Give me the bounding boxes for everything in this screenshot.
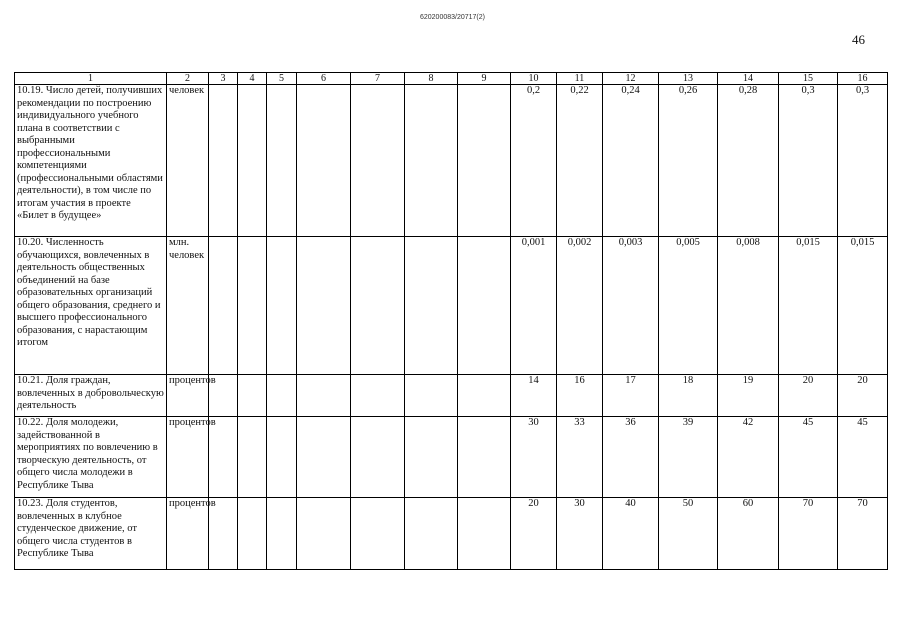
value-cell: 70 [779,498,838,570]
empty-cell [351,237,405,375]
value-cell: 20 [779,375,838,417]
indicator-name: 10.23. Доля студентов, вовлеченных в клубное студенческое движение, от общего числа студентов в Республике Тыва [15,498,167,570]
indicators-table [14,72,888,570]
value-cell: 70 [838,498,888,570]
unit-cell: процентов [167,417,209,498]
unit-cell: млн. человек [167,237,209,375]
empty-cell [238,498,267,570]
table-row [15,375,888,417]
col-header: 2 [167,73,209,85]
value-cell: 0,28 [718,85,779,237]
value-cell: 20 [838,375,888,417]
empty-cell [458,85,511,237]
empty-cell [209,85,238,237]
empty-cell [267,498,297,570]
value-cell: 42 [718,417,779,498]
indicator-name: 10.22. Доля молодежи, задействованной в мероприятиях по вовлечению в творческую деятельность, от общего числа молодежи в Республике Тыва [15,417,167,498]
document-id: 620200083/20717(2) [419,14,485,21]
value-cell: 45 [838,417,888,498]
col-header: 7 [351,73,405,85]
table-row [15,237,888,375]
value-cell: 0,22 [557,85,603,237]
table-row [15,85,888,237]
empty-cell [351,417,405,498]
value-cell: 0,2 [511,85,557,237]
indicator-name: 10.21. Доля граждан, вовлеченных в добровольческую деятельность [15,375,167,417]
empty-cell [405,237,458,375]
empty-cell [297,375,351,417]
empty-cell [297,237,351,375]
value-cell: 36 [603,417,659,498]
unit-cell: человек [167,85,209,237]
empty-cell [405,417,458,498]
value-cell: 17 [603,375,659,417]
empty-cell [458,417,511,498]
col-header: 16 [838,73,888,85]
value-cell: 16 [557,375,603,417]
value-cell: 30 [511,417,557,498]
col-header: 9 [458,73,511,85]
value-cell: 50 [659,498,718,570]
col-header: 11 [557,73,603,85]
value-cell: 0,005 [659,237,718,375]
table-row [15,417,888,498]
empty-cell [238,237,267,375]
value-cell: 39 [659,417,718,498]
unit-cell: процентов [167,375,209,417]
col-header: 1 [15,73,167,85]
value-cell: 0,008 [718,237,779,375]
value-cell: 0,26 [659,85,718,237]
empty-cell [238,417,267,498]
value-cell: 14 [511,375,557,417]
empty-cell [405,375,458,417]
empty-cell [238,85,267,237]
value-cell: 0,24 [603,85,659,237]
empty-cell [267,85,297,237]
value-cell: 0,003 [603,237,659,375]
col-header: 14 [718,73,779,85]
value-cell: 45 [779,417,838,498]
empty-cell [267,237,297,375]
empty-cell [351,375,405,417]
header-row [15,73,888,85]
value-cell: 0,002 [557,237,603,375]
empty-cell [297,417,351,498]
value-cell: 40 [603,498,659,570]
col-header: 5 [267,73,297,85]
empty-cell [458,498,511,570]
value-cell: 30 [557,498,603,570]
empty-cell [297,498,351,570]
empty-cell [267,417,297,498]
col-header: 13 [659,73,718,85]
col-header: 8 [405,73,458,85]
col-header: 4 [238,73,267,85]
table-row [15,498,888,570]
value-cell: 0,015 [779,237,838,375]
empty-cell [209,237,238,375]
page-number: 46 [852,32,865,47]
value-cell: 33 [557,417,603,498]
empty-cell [351,85,405,237]
value-cell: 0,3 [838,85,888,237]
empty-cell [297,85,351,237]
empty-cell [238,375,267,417]
unit-cell: процентов [167,498,209,570]
empty-cell [209,417,238,498]
empty-cell [458,375,511,417]
col-header: 12 [603,73,659,85]
value-cell: 0,3 [779,85,838,237]
value-cell: 20 [511,498,557,570]
col-header: 15 [779,73,838,85]
indicator-name: 10.19. Число детей, получивших рекомендации по построению индивидуального учебного плана в соответствии с выбранными профессиональными компетенциями (профессиональными областями деятельности), в том числе по итогам участия в проекте «Билет в будущее» [15,85,167,237]
value-cell: 18 [659,375,718,417]
empty-cell [267,375,297,417]
value-cell: 0,015 [838,237,888,375]
empty-cell [351,498,405,570]
col-header: 6 [297,73,351,85]
indicator-name: 10.20. Численность обучающихся, вовлеченных в деятельность общественных объединений на базе образовательных организаций общего образования, среднего и высшего профессионального образования, с нарастающим итогом [15,237,167,375]
value-cell: 60 [718,498,779,570]
empty-cell [458,237,511,375]
empty-cell [405,85,458,237]
col-header: 10 [511,73,557,85]
value-cell: 19 [718,375,779,417]
value-cell: 0,001 [511,237,557,375]
col-header: 3 [209,73,238,85]
empty-cell [405,498,458,570]
